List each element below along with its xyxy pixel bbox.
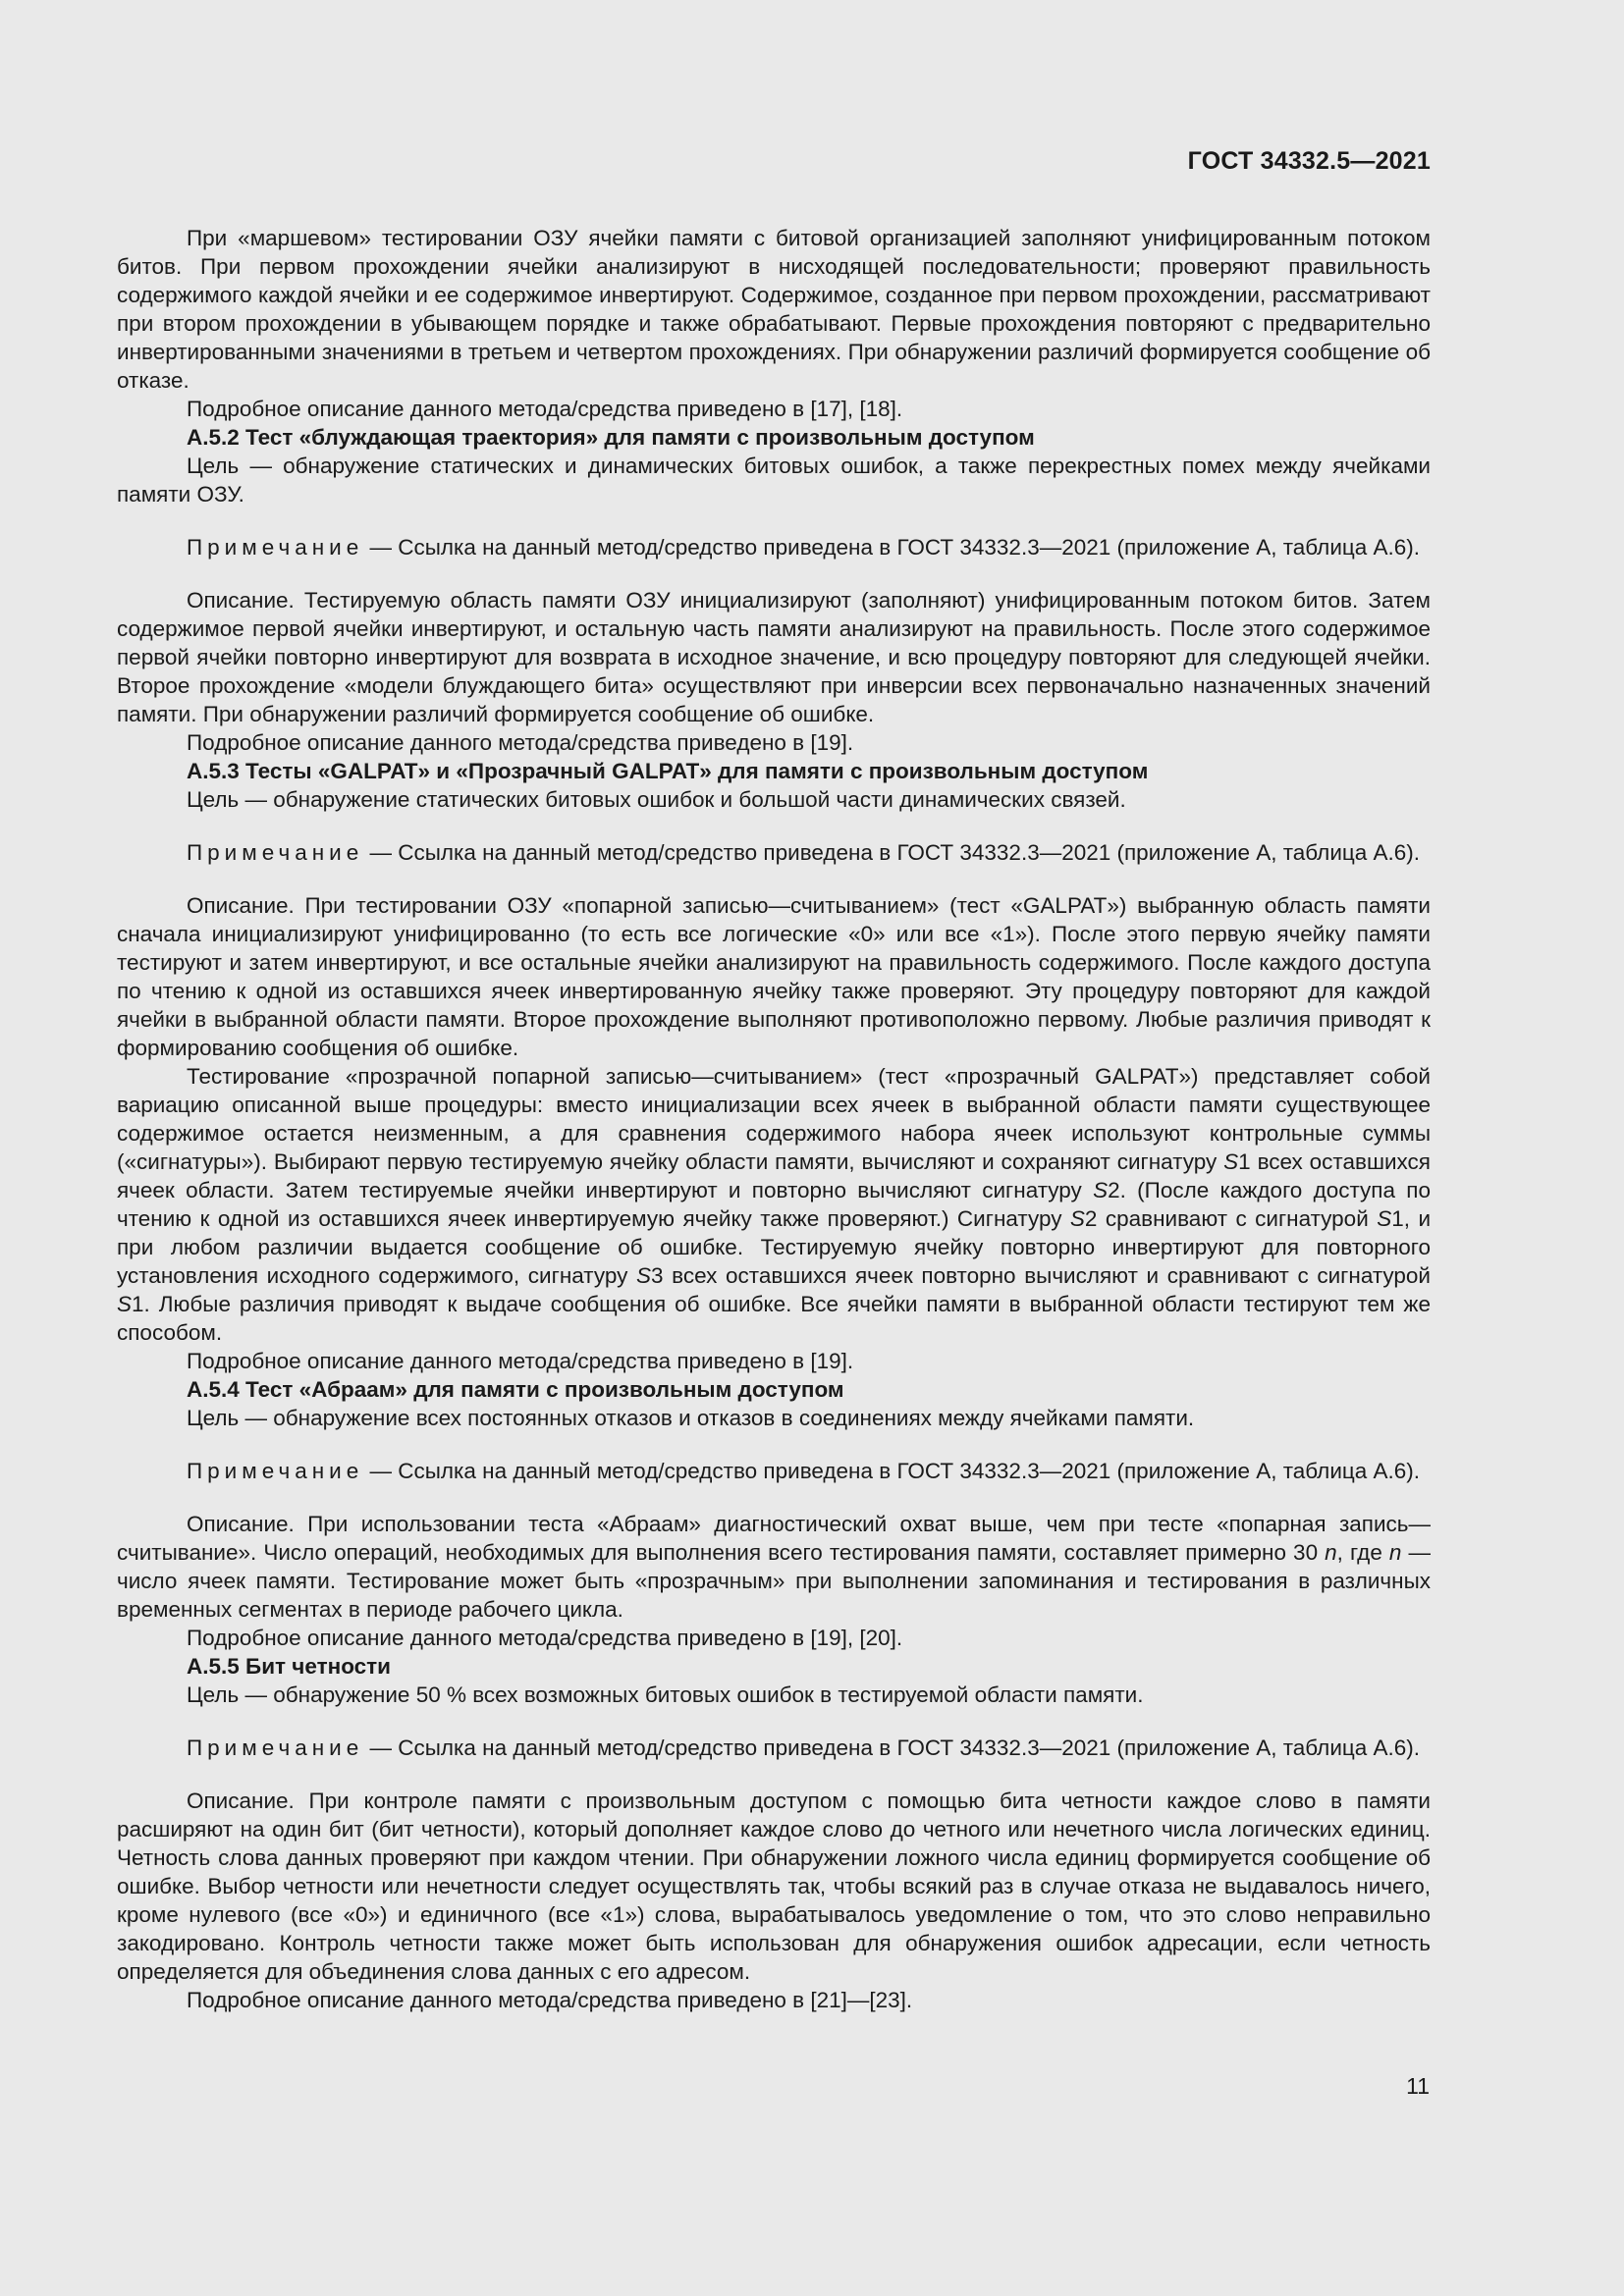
signature-symbol: S — [1093, 1178, 1109, 1202]
variable-n: n — [1388, 1540, 1402, 1565]
reference-line: Подробное описание данного метода/средства приведено в [17], [18]. — [187, 397, 903, 421]
reference-line: Подробное описание данного метода/средства приведено в [19]. — [187, 1349, 854, 1373]
section-heading-a55: А.5.5 Бит четности — [187, 1654, 392, 1679]
signature-symbol: S — [635, 1263, 651, 1288]
description-paragraph: Описание. При контроле памяти с произвольным доступом с помощью бита четности каждое слово в памяти расширяют на один бит (бит четности), который дополняет каждое слово до четного или нечетного числа логических единиц. Четность слова данных проверяют при каждом чтении. При обнаружении ложного числа единиц формируется сообщение об ошибке. Выбор четности или нечетности следует осуществлять так, чтобы всякий раз в случае отказа не выдавалось ничего, кроме нулевого (все «0») и единичного (все «1») слова, вырабатывалось уведомление о том, что это слово неправильно закодировано. Контроль четности также может быть использован для обнаружения ошибок адресации, если четность определяется для объединения слова данных с его адресом. — [117, 1789, 1431, 1984]
section-heading-a54: А.5.4 Тест «Абраам» для памяти с произвольным доступом — [187, 1377, 844, 1402]
reference-line: Подробное описание данного метода/средства приведено в [19], [20]. — [187, 1626, 903, 1650]
description-paragraph: Описание. При использовании теста «Абраам» диагностический охват выше, чем при тесте «попарная запись—считывание». Число операций, необходимых для выполнения всего тестирования памяти, составляет примерно 30 n, где n — число ячеек памяти. Тестирование может быть «прозрачным» при выполнении запоминания и тестирования в различных временных сегментах в периоде рабочего цикла. — [117, 1512, 1431, 1622]
goal-paragraph: Цель — обнаружение 50 % всех возможных битовых ошибок в тестируемой области памяти. — [187, 1682, 1144, 1707]
note-label: Примечание — [187, 840, 364, 865]
goal-paragraph: Цель — обнаружение статических и динамических битовых ошибок, а также перекрестных помех между ячейками памяти ОЗУ. — [117, 454, 1431, 507]
note-text: — Ссылка на данный метод/средство приведена в ГОСТ 34332.3—2021 (приложение А, таблица А.6). — [363, 840, 1421, 865]
note-text: — Ссылка на данный метод/средство приведена в ГОСТ 34332.3—2021 (приложение А, таблица А.6). — [363, 535, 1421, 560]
goal-paragraph: Цель — обнаружение всех постоянных отказов и отказов в соединениях между ячейками памяти. — [187, 1406, 1195, 1430]
note-paragraph — [117, 533, 1431, 561]
signature-symbol: S — [117, 1292, 133, 1316]
document-body — [117, 224, 1431, 2014]
reference-line: Подробное описание данного метода/средства приведено в [19]. — [187, 730, 854, 755]
page-number: 11 — [1406, 2073, 1430, 2099]
note-paragraph — [117, 838, 1431, 867]
description-paragraph: Описание. Тестируемую область памяти ОЗУ инициализируют (заполняют) унифицированным потоком битов. Затем содержимое первой ячейки инвертируют, и остальную часть памяти анализируют на правильность. После этого содержимое первой ячейки повторно инвертируют для возврата в исходное значение, и всю процедуру повторяют для следующей ячейки. Второе прохождение «модели блуждающего бита» осуществляют при инверсии всех первоначально назначенных значений памяти. При обнаружении различий формируется сообщение об ошибке. — [117, 588, 1431, 726]
signature-symbol: S — [1069, 1206, 1085, 1231]
paragraph-march-test: При «маршевом» тестировании ОЗУ ячейки памяти с битовой организацией заполняют унифицированным потоком битов. При первом прохождении ячейки анализируют в нисходящей последовательности; проверяют правильность содержимого каждой ячейки и ее содержимое инвертируют. Содержимое, созданное при первом прохождении, рассматривают при втором прохождении в убывающем порядке и также обрабатывают. Первые прохождения повторяют с предварительно инвертированными значениями в третьем и четвертом прохождениях. При обнаружении различий формируется сообщение об отказе. — [117, 226, 1431, 393]
goal-paragraph: Цель — обнаружение статических битовых ошибок и большой части динамических связей. — [187, 787, 1126, 812]
transparent-galpat-paragraph: Тестирование «прозрачной попарной записью—считыванием» (тест «прозрачный GALPAT») представляет собой вариацию описанной выше процедуры: вместо инициализации всех ячеек в выбранной области памяти существующее содержимое остается неизменным, а для сравнения содержимого набора ячеек используют контрольные суммы («сигнатуры»). Выбирают первую тестируемую ячейку области памяти, вычисляют и сохраняют сигнатуру S1 всех оставшихся ячеек области. Затем тестируемые ячейки инвертируют и повторно вычисляют сигнатуру S2. (После каждого доступа по чтению к одной из оставшихся ячеек инвертируемую ячейку также проверяют.) Сигнатуру S2 сравнивают с сигнатурой S1, и при любом различии выдается сообщение об ошибке. Тестируемую ячейку повторно инвертируют для повторного установления исходного содержимого, сигнатуру S3 всех оставшихся ячеек повторно вычисляют и сравнивают с сигнатурой S1. Любые различия приводят к выдаче сообщения об ошибке. Все ячейки памяти в выбранной области тестируют тем же способом. — [117, 1064, 1432, 1345]
note-text: — Ссылка на данный метод/средство приведена в ГОСТ 34332.3—2021 (приложение А, таблица А.6). — [363, 1459, 1421, 1483]
signature-symbol: S — [1377, 1206, 1392, 1231]
note-label: Примечание — [187, 535, 364, 560]
note-text: — Ссылка на данный метод/средство приведена в ГОСТ 34332.3—2021 (приложение А, таблица А.6). — [363, 1735, 1421, 1760]
description-paragraph: Описание. При тестировании ОЗУ «попарной записью—считыванием» (тест «GALPAT») выбранную область памяти сначала инициализируют унифицированно (то есть все логические «0» или все «1»). После этого первую ячейку памяти тестируют и затем инвертируют, и все остальные ячейки анализируют на правильность содержимого. После каждого доступа по чтению к одной из оставшихся ячеек инвертированную ячейку также проверяют. Эту процедуру повторяют для каждой ячейки в выбранной области памяти. Второе прохождение выполняют противоположно первому. Любые различия приводят к формированию сообщения об ошибке. — [117, 893, 1431, 1060]
note-paragraph — [117, 1457, 1431, 1485]
section-heading-a53: А.5.3 Тесты «GALPAT» и «Прозрачный GALPAT» для памяти с произвольным доступом — [187, 759, 1149, 783]
note-label: Примечание — [187, 1459, 364, 1483]
section-heading-a52: А.5.2 Тест «блуждающая траектория» для памяти с произвольным доступом — [187, 425, 1035, 450]
reference-line: Подробное описание данного метода/средства приведено в [21]—[23]. — [187, 1988, 913, 2012]
note-label: Примечание — [187, 1735, 364, 1760]
signature-symbol: S — [1223, 1149, 1239, 1174]
note-paragraph — [117, 1734, 1431, 1762]
variable-n: n — [1325, 1540, 1337, 1565]
document-header: ГОСТ 34332.5—2021 — [1187, 147, 1431, 175]
